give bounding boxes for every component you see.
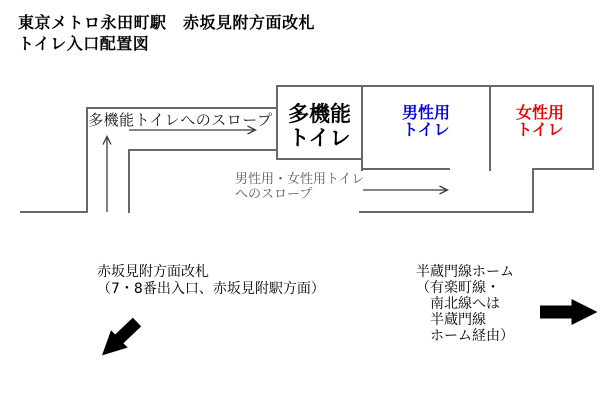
- platform-label: [416, 264, 514, 344]
- mens-toilet-label: [362, 104, 490, 138]
- platform-label-line3: 南北線へは: [416, 296, 500, 312]
- womens-toilet-label-line2: トイレ: [516, 120, 564, 139]
- mens-toilet-label-line1: 男性用: [401, 103, 450, 122]
- gate-label: [97, 264, 325, 298]
- multifunction-toilet-label-line1: 多機能: [288, 102, 351, 126]
- gate-label-line2: （7・8番出入口、赤坂見附駅方面）: [97, 281, 325, 297]
- womens-toilet-label-line1: 女性用: [515, 103, 564, 122]
- multifunction-toilet-label-line2: トイレ: [288, 126, 351, 150]
- platform-label-line2: （有楽町線・: [416, 280, 500, 296]
- mens-womens-ramp-label: [235, 172, 364, 202]
- platform-label-line5: ホーム経由）: [416, 328, 514, 344]
- mens-womens-ramp-label-line1: 男性用・女性用トイレ: [235, 172, 365, 187]
- mens-toilet-label-line2: トイレ: [402, 120, 450, 139]
- multifunction-toilet-label: [277, 102, 362, 150]
- gate-label-line1: 赤坂見附方面改札: [97, 264, 209, 280]
- multifunction-ramp-label: 多機能トイレへのスロープ: [88, 111, 273, 129]
- mens-womens-ramp-label-line2: へのスロープ: [235, 187, 313, 202]
- platform-label-line1: 半蔵門線ホーム: [416, 264, 514, 280]
- page-title-line2: トイレ入口配置図: [18, 34, 150, 53]
- womens-toilet-label: [490, 104, 590, 138]
- gate-direction-arrow-icon: [115, 322, 137, 343]
- page-title-line1: 東京メトロ永田町駅 赤坂見附方面改札: [18, 13, 316, 32]
- platform-label-line4: 半蔵門線: [416, 312, 486, 328]
